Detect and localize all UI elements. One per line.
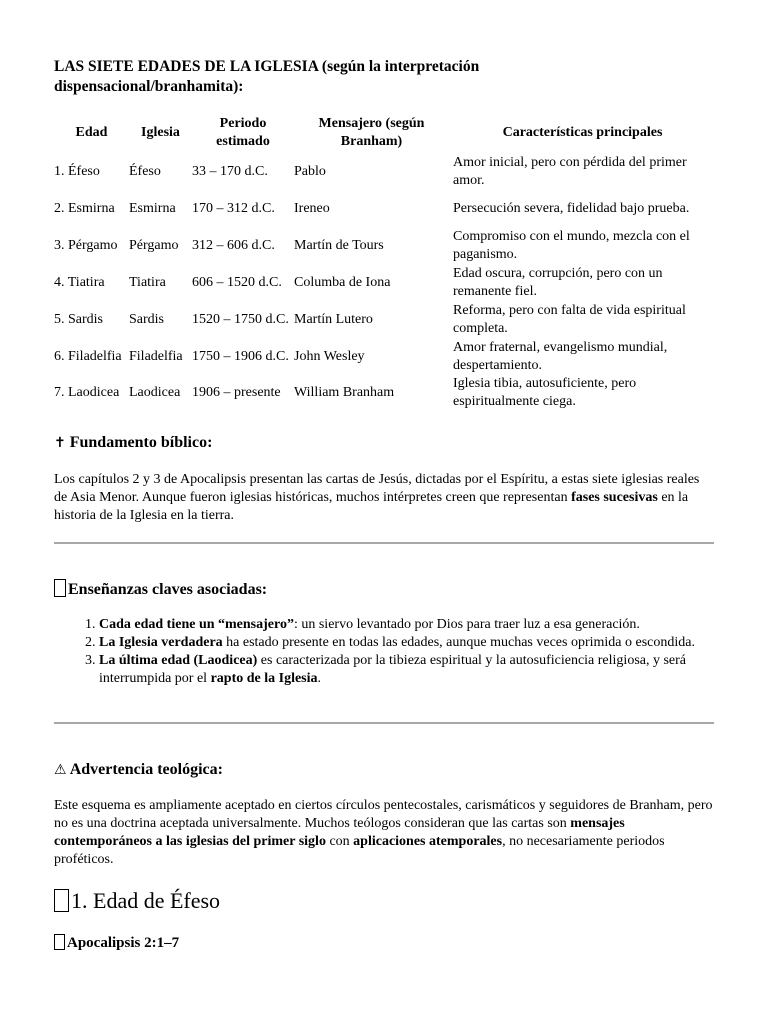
cell-caracteristicas: Amor fraternal, evangelismo mundial, despertamiento.: [453, 339, 668, 373]
fundamento-heading-text: Fundamento bíblico:: [69, 434, 213, 451]
fundamento-paragraph: [54, 471, 714, 525]
table-row: [54, 227, 716, 264]
cell-periodo: 1906 – presente: [192, 385, 281, 400]
advertencia-heading: [54, 760, 223, 780]
cell-iglesia: Filadelfia: [129, 348, 183, 364]
item-bold: La última edad (Laodicea): [99, 653, 258, 668]
item-text: es caracterizada por la tibieza espiritual y la autosuficiencia religiosa, y será interrumpida por el: [99, 653, 687, 686]
cell-caracteristicas: Amor inicial, pero con pérdida del primer amor.: [453, 154, 687, 188]
cell-edad: 2. Esmirna: [54, 200, 115, 216]
cell-periodo: 33 – 170 d.C.: [192, 163, 268, 179]
table-header-row: [54, 113, 716, 153]
cell-mensajero: Columba de Iona: [294, 274, 391, 290]
table-row: [54, 375, 716, 411]
cell-caracteristicas: Persecución severa, fidelidad bajo prueba.: [453, 200, 690, 216]
cell-iglesia: Esmirna: [129, 200, 176, 216]
cell-caracteristicas: Reforma, pero con falta de vida espiritual completa.: [453, 302, 686, 336]
cell-mensajero: Martín de Tours: [294, 237, 384, 253]
page-title: LAS SIETE EDADES DE LA IGLESIA (según la interpretación dispensacional/branhamita):: [54, 58, 480, 95]
apocalipsis-reference: [54, 933, 179, 953]
teachings-list: [54, 616, 759, 688]
fundamento-text-1: Los capítulos 2 y 3 de Apocalipsis presentan las cartas de Jesús, dictadas por el Espíritu, a estas siete iglesias reales de Asia Menor. Aunque fueron iglesias históricas, muchos intérpretes creen que representan: [54, 472, 700, 505]
warning-icon: ⚠: [54, 762, 67, 778]
cell-periodo: 1750 – 1906 d.C.: [192, 348, 289, 364]
cell-edad: 5. Sardis: [54, 311, 103, 327]
cell-edad: 7. Laodicea: [54, 385, 120, 400]
cell-caracteristicas: Iglesia tibia, autosuficiente, pero espiritualmente ciega.: [453, 376, 637, 409]
item-bold-2: rapto de la Iglesia: [210, 671, 318, 686]
cell-caracteristicas: Compromiso con el mundo, mezcla con el paganismo.: [453, 228, 690, 262]
cell-periodo: 170 – 312 d.C.: [192, 200, 275, 216]
cell-caracteristicas: Edad oscura, corrupción, pero con un remanente fiel.: [453, 265, 663, 299]
seven-ages-table: [54, 113, 716, 411]
advertencia-text-3: , no necesariamente periodos proféticos.: [54, 834, 665, 867]
missing-glyph-icon: [54, 934, 65, 950]
item-text: : un siervo levantado por Dios para traer luz a esa generación.: [293, 617, 640, 632]
item-text: ha estado presente en todas las edades, aunque muchas veces oprimida o escondida.: [222, 635, 695, 650]
cell-iglesia: Éfeso: [129, 163, 161, 179]
fundamento-heading: [54, 433, 212, 453]
missing-glyph-icon: [54, 579, 66, 597]
advertencia-text-1: Este esquema es ampliamente aceptado en ciertos círculos pentecostales, carismáticos y seguidores de Branham, pero no es una doctrina aceptada universalmente. Muchos teólogos consideran que las cartas son: [54, 798, 713, 831]
table-row: [54, 301, 716, 338]
cell-edad: 4. Tiatira: [54, 274, 105, 290]
edad-efeso-heading-text: 1. Edad de Éfeso: [71, 888, 221, 913]
cell-periodo: 606 – 1520 d.C.: [192, 274, 282, 290]
fundamento-bold-1: fases sucesivas: [571, 490, 658, 505]
missing-glyph-icon: [54, 889, 69, 912]
cell-iglesia: Laodicea: [129, 385, 181, 400]
table-row: [54, 153, 716, 190]
advertencia-bold-2: aplicaciones atemporales: [353, 834, 503, 849]
cell-edad: 6. Filadelfia: [54, 348, 122, 364]
edad-efeso-heading: [54, 887, 220, 915]
header-edad: Edad: [75, 125, 108, 140]
ensenanzas-heading-text: Enseñanzas claves asociadas:: [68, 581, 268, 598]
header-caracteristicas: Características principales: [502, 125, 663, 140]
advertencia-paragraph: [54, 797, 714, 869]
section-divider: [54, 542, 714, 544]
cell-edad: 1. Éfeso: [54, 163, 100, 179]
cell-mensajero: John Wesley: [294, 348, 365, 364]
cell-mensajero: Ireneo: [294, 200, 330, 216]
table-row: [54, 190, 716, 227]
header-periodo: Periodo estimado: [216, 116, 270, 149]
advertencia-text-2: con: [325, 834, 354, 849]
advertencia-bold-1: mensajes contemporáneos a las iglesias del primer siglo: [54, 816, 625, 849]
list-item: [99, 616, 759, 634]
cell-iglesia: Sardis: [129, 311, 164, 327]
fundamento-text-2: en la historia de la Iglesia en la tierra.: [54, 490, 689, 523]
header-mensajero: Mensajero (según Branham): [318, 116, 425, 149]
item-bold: La Iglesia verdadera: [99, 635, 223, 650]
list-item: [99, 634, 759, 652]
cell-iglesia: Tiatira: [129, 274, 166, 290]
item-bold: Cada edad tiene un “mensajero”: [99, 617, 294, 632]
header-iglesia: Iglesia: [141, 125, 180, 140]
cell-periodo: 1520 – 1750 d.C.: [192, 311, 289, 327]
table-row: [54, 264, 716, 301]
section-divider: [54, 722, 714, 724]
cell-edad: 3. Pérgamo: [54, 237, 118, 253]
cross-icon: ✝: [54, 435, 66, 451]
ensenanzas-heading: [54, 579, 267, 600]
cell-iglesia: Pérgamo: [129, 237, 179, 253]
cell-mensajero: William Branham: [294, 385, 395, 400]
item-text-2: .: [317, 671, 322, 686]
cell-mensajero: Martín Lutero: [294, 311, 373, 327]
apocalipsis-reference-text: Apocalipsis 2:1–7: [67, 935, 180, 951]
cell-periodo: 312 – 606 d.C.: [192, 237, 275, 253]
table-row: [54, 338, 716, 375]
advertencia-heading-text: Advertencia teológica:: [69, 761, 223, 778]
cell-mensajero: Pablo: [294, 163, 326, 179]
list-item: [99, 652, 759, 688]
